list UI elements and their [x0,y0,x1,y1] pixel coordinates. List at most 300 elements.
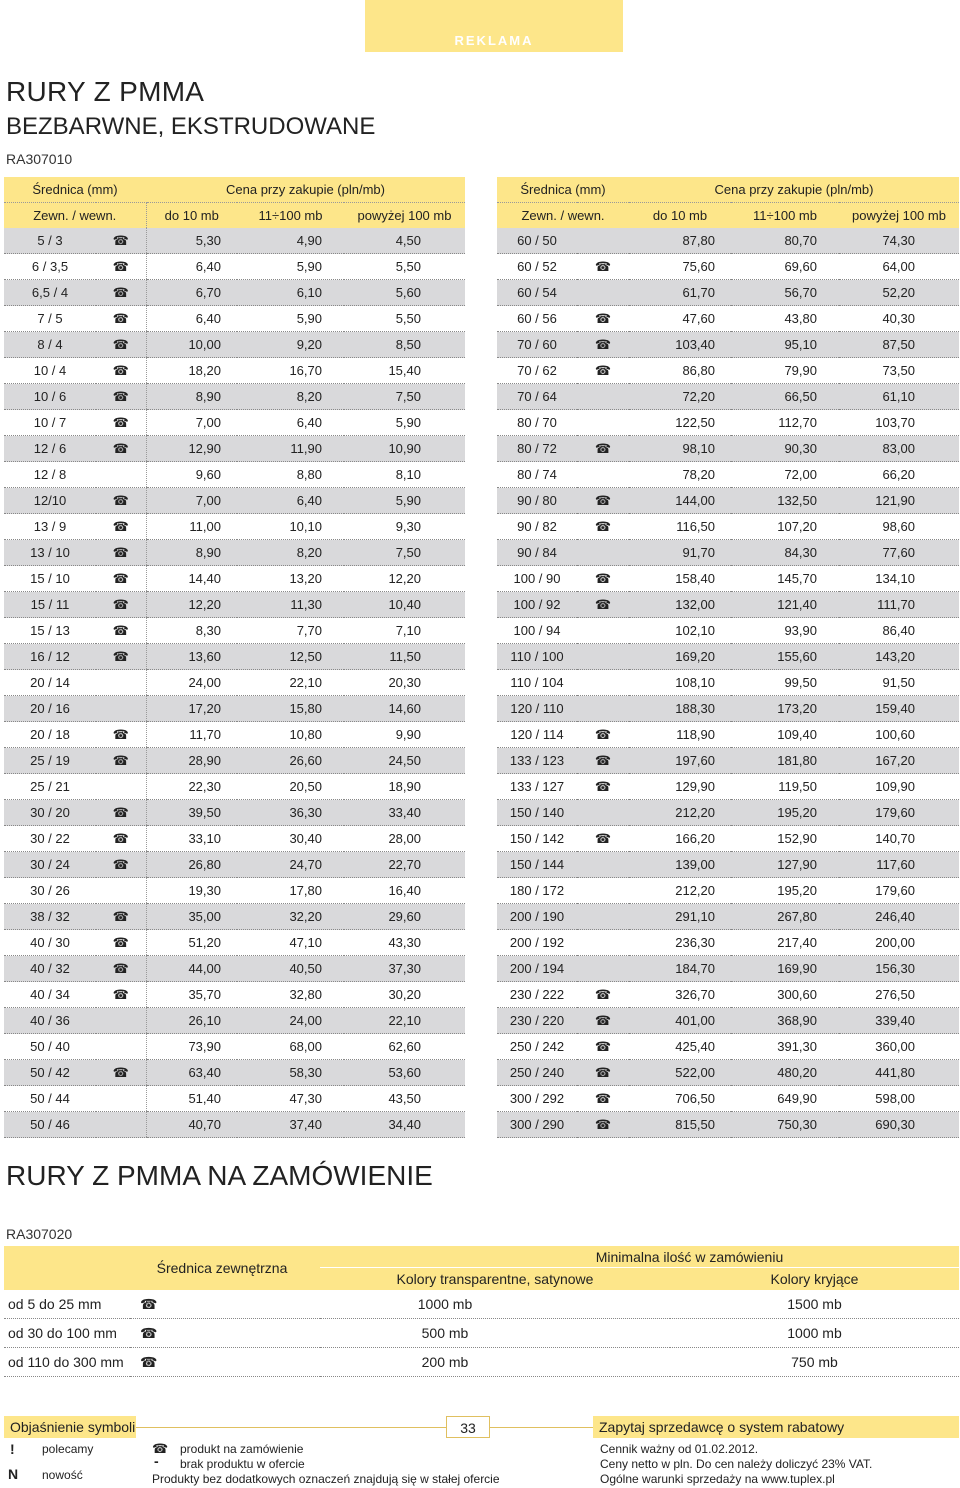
new-icon: N [8,1466,19,1482]
price-cell: 69,60 [731,254,839,280]
diameter-cell: 13 / 9 [4,514,96,540]
table-row [4,774,465,800]
price-cell: 103,40 [629,332,731,358]
price-cell: 15,80 [237,696,344,722]
diameter-cell: 13 / 10 [4,540,96,566]
price-cell: 33,40 [344,800,465,826]
phone-icon [577,644,629,670]
table-row [497,878,959,904]
price-cell: 51,20 [146,930,237,956]
phone-icon: ☎ [96,332,146,358]
diameter-cell: 70 / 60 [497,332,577,358]
price-cell: 152,90 [731,826,839,852]
table-row [497,228,959,254]
table-row [497,384,959,410]
phone-icon [577,956,629,982]
price-cell: 122,50 [629,410,731,436]
phone-icon: ☎ [96,644,146,670]
table-row [497,852,959,878]
diameter-cell: 20 / 14 [4,670,96,696]
price-cell: 197,60 [629,748,731,774]
order-table [4,1246,959,1377]
diameter-cell: 6,5 / 4 [4,280,96,306]
order-cover-header: Kolory kryjące [670,1268,959,1291]
price-cell: 5,60 [344,280,465,306]
price-cell: 156,30 [839,956,959,982]
table-row [497,774,959,800]
price-cell: 15,40 [344,358,465,384]
table-row [4,592,465,618]
price-cell: 80,70 [731,228,839,254]
phone-icon [96,774,146,800]
table-row [4,410,465,436]
price-table-right [497,177,959,1138]
table-row [497,462,959,488]
price-cell: 5,30 [146,228,237,254]
table-row [497,540,959,566]
footer-divider-left [136,1427,446,1428]
price-cell: 10,90 [344,436,465,462]
phone-icon: ☎ [96,540,146,566]
price-cell: 91,70 [629,540,731,566]
table-row [4,1060,465,1086]
price-cell: 7,70 [237,618,344,644]
diameter-cell: 230 / 222 [497,982,577,1008]
legend-new: nowość [42,1468,83,1482]
price-cell: 112,70 [731,410,839,436]
price-cell: 121,90 [839,488,959,514]
price-cell: 29,60 [344,904,465,930]
table-row [497,566,959,592]
phone-icon: ☎ [96,1060,146,1086]
phone-icon: ☎ [130,1319,320,1348]
diameter-cell: 133 / 127 [497,774,577,800]
diameter-cell: 150 / 144 [497,852,577,878]
price-cell: 53,60 [344,1060,465,1086]
phone-icon: ☎ [577,514,629,540]
diameter-cell: 60 / 54 [497,280,577,306]
price-col-1-header: do 10 mb [146,203,237,229]
sales-terms-link[interactable]: Ogólne warunki sprzedaży na www.tuplex.pl [600,1472,835,1486]
phone-icon [577,410,629,436]
price-cell: 34,40 [344,1112,465,1138]
diameter-cell: 6 / 3,5 [4,254,96,280]
table-row [4,852,465,878]
phone-icon [577,540,629,566]
price-cell: 32,80 [237,982,344,1008]
diameter-cell: 20 / 18 [4,722,96,748]
diameter-cell: 40 / 34 [4,982,96,1008]
diameter-cell: 90 / 84 [497,540,577,566]
phone-icon: ☎ [96,826,146,852]
table-row [497,1034,959,1060]
price-cell: 98,10 [629,436,731,462]
price-cell: 11,30 [237,592,344,618]
price-cell: 5,50 [344,306,465,332]
phone-icon: ☎ [96,488,146,514]
price-cell: 90,30 [731,436,839,462]
diameter-cell: 12/10 [4,488,96,514]
table-row [4,982,465,1008]
price-cell: 17,20 [146,696,237,722]
price-cell: 649,90 [731,1086,839,1112]
price-cell: 72,20 [629,384,731,410]
phone-icon [577,670,629,696]
order-range-cell: od 5 do 25 mm [4,1290,130,1319]
table-row [4,878,465,904]
price-cell: 37,30 [344,956,465,982]
price-cell: 16,70 [237,358,344,384]
phone-icon [96,1086,146,1112]
price-cell: 5,90 [344,410,465,436]
price-cell: 74,30 [839,228,959,254]
phone-icon [577,384,629,410]
phone-icon: ☎ [96,982,146,1008]
diameter-cell: 30 / 20 [4,800,96,826]
order-product-code: RA307020 [6,1226,73,1242]
price-cell: 95,10 [731,332,839,358]
phone-icon [577,878,629,904]
price-col-2-header: 11÷100 mb [237,203,344,229]
phone-icon [577,696,629,722]
price-cell: 24,00 [146,670,237,696]
diameter-cell: 200 / 192 [497,930,577,956]
diameter-cell: 25 / 19 [4,748,96,774]
price-cell: 8,20 [237,384,344,410]
price-cell: 61,10 [839,384,959,410]
price-cell: 117,60 [839,852,959,878]
diameter-cell: 150 / 142 [497,826,577,852]
price-cell: 91,50 [839,670,959,696]
table-row [4,618,465,644]
diameter-cell: 38 / 32 [4,904,96,930]
table-row [4,748,465,774]
table-row [497,332,959,358]
price-cell: 87,50 [839,332,959,358]
table-row [4,462,465,488]
price-cell: 51,40 [146,1086,237,1112]
price-cell: 37,40 [237,1112,344,1138]
diameter-cell: 12 / 8 [4,462,96,488]
diameter-cell: 12 / 6 [4,436,96,462]
price-cell: 291,10 [629,904,731,930]
price-cell: 127,90 [731,852,839,878]
price-cell: 144,00 [629,488,731,514]
price-cell: 815,50 [629,1112,731,1138]
price-cell: 79,90 [731,358,839,384]
price-cell: 11,50 [344,644,465,670]
price-cell: 139,00 [629,852,731,878]
price-cell: 73,50 [839,358,959,384]
phone-icon: ☎ [130,1348,320,1377]
table-row [497,280,959,306]
price-cell: 8,50 [344,332,465,358]
price-cell: 5,90 [344,488,465,514]
price-cell: 119,50 [731,774,839,800]
price-cell: 326,70 [629,982,731,1008]
price-cell: 47,60 [629,306,731,332]
phone-icon: ☎ [96,800,146,826]
price-cell: 179,60 [839,800,959,826]
price-cell: 181,80 [731,748,839,774]
price-cell: 118,90 [629,722,731,748]
price-cell: 267,80 [731,904,839,930]
table-row [497,488,959,514]
table-row [497,618,959,644]
table-row [4,566,465,592]
price-cell: 83,00 [839,436,959,462]
price-cell: 40,30 [839,306,959,332]
price-cell: 425,40 [629,1034,731,1060]
diameter-cell: 10 / 6 [4,384,96,410]
price-cell: 116,50 [629,514,731,540]
phone-icon [96,878,146,904]
diameter-cell: 60 / 56 [497,306,577,332]
price-cell: 44,00 [146,956,237,982]
diameter-subheader: Zewn. / wewn. [4,203,146,229]
table-row [4,956,465,982]
table-row [497,722,959,748]
diameter-cell: 70 / 64 [497,384,577,410]
price-cell: 5,90 [237,306,344,332]
diameter-cell: 300 / 292 [497,1086,577,1112]
price-table-left [4,177,465,1138]
order-row [4,1319,959,1348]
diameter-cell: 80 / 74 [497,462,577,488]
phone-icon: ☎ [96,930,146,956]
price-cell: 109,90 [839,774,959,800]
price-cell: 24,70 [237,852,344,878]
table-row [497,696,959,722]
product-code: RA307010 [6,151,73,167]
price-cell: 143,20 [839,644,959,670]
price-cell: 10,10 [237,514,344,540]
table-row [4,1034,465,1060]
price-cell: 33,10 [146,826,237,852]
order-diameter-header: Średnica zewnętrzna [4,1246,320,1290]
diameter-cell: 200 / 190 [497,904,577,930]
table-row [497,306,959,332]
price-cell: 98,60 [839,514,959,540]
rabat-info: Zapytaj sprzedawcę o system rabatowy [593,1416,959,1438]
table-row [497,410,959,436]
price-cell: 84,30 [731,540,839,566]
phone-icon [96,1112,146,1138]
phone-icon: ☎ [577,254,629,280]
table-row [497,1060,959,1086]
price-cell: 35,00 [146,904,237,930]
price-cell: 179,60 [839,878,959,904]
diameter-cell: 16 / 12 [4,644,96,670]
table-row [4,1008,465,1034]
price-cell: 173,20 [731,696,839,722]
price-cell: 47,10 [237,930,344,956]
phone-icon: ☎ [577,1060,629,1086]
price-cell: 63,40 [146,1060,237,1086]
phone-icon [96,696,146,722]
phone-icon: ☎ [152,1441,169,1456]
diameter-cell: 250 / 240 [497,1060,577,1086]
diameter-cell: 70 / 62 [497,358,577,384]
price-cell: 10,00 [146,332,237,358]
price-cell: 35,70 [146,982,237,1008]
phone-icon [96,1034,146,1060]
price-cell: 86,80 [629,358,731,384]
price-cell: 19,30 [146,878,237,904]
diameter-cell: 25 / 21 [4,774,96,800]
price-cell: 73,90 [146,1034,237,1060]
phone-icon: ☎ [577,1112,629,1138]
price-cell: 159,40 [839,696,959,722]
price-cell: 16,40 [344,878,465,904]
price-cell: 111,70 [839,592,959,618]
table-row [4,332,465,358]
price-cell: 7,50 [344,540,465,566]
diameter-header: Średnica (mm) [4,177,146,203]
table-row [4,358,465,384]
price-col-3-header: powyżej 100 mb [344,203,465,229]
price-cell: 66,20 [839,462,959,488]
diameter-cell: 30 / 24 [4,852,96,878]
price-cell: 184,70 [629,956,731,982]
order-transparent-cell: 500 mb [320,1319,670,1348]
price-cell: 8,20 [237,540,344,566]
phone-icon: ☎ [577,1008,629,1034]
price-cell: 11,70 [146,722,237,748]
price-cell: 58,30 [237,1060,344,1086]
diameter-cell: 120 / 114 [497,722,577,748]
table-row [4,280,465,306]
price-cell: 339,40 [839,1008,959,1034]
diameter-cell: 10 / 4 [4,358,96,384]
phone-icon: ☎ [577,1034,629,1060]
table-row [4,306,465,332]
price-cell: 7,10 [344,618,465,644]
price-cell: 10,40 [344,592,465,618]
phone-icon: ☎ [96,852,146,878]
price-cell: 6,40 [146,254,237,280]
price-cell: 43,80 [731,306,839,332]
phone-icon: ☎ [96,358,146,384]
table-row [497,670,959,696]
table-row [497,592,959,618]
price-cell: 145,70 [731,566,839,592]
price-cell: 13,20 [237,566,344,592]
legend-not-available: brak produktu w ofercie [180,1457,305,1471]
price-cell: 6,40 [237,410,344,436]
phone-icon: ☎ [577,566,629,592]
phone-icon: ☎ [130,1290,320,1319]
phone-icon: ☎ [96,748,146,774]
table-row [497,982,959,1008]
phone-icon: ☎ [577,1086,629,1112]
order-section-title: RURY Z PMMA NA ZAMÓWIENIE [6,1160,433,1191]
price-cell: 9,20 [237,332,344,358]
price-cell: 8,30 [146,618,237,644]
price-cell: 40,50 [237,956,344,982]
diameter-cell: 180 / 172 [497,878,577,904]
price-cell: 72,00 [731,462,839,488]
dash-icon: - [154,1453,159,1469]
table-row [4,228,465,254]
table-row [497,644,959,670]
phone-icon: ☎ [96,618,146,644]
price-cell: 78,20 [629,462,731,488]
price-col-2-header: 11÷100 mb [731,203,839,229]
price-cell: 64,00 [839,254,959,280]
price-cell: 86,40 [839,618,959,644]
price-cell: 32,20 [237,904,344,930]
phone-icon: ☎ [96,384,146,410]
price-cell: 100,60 [839,722,959,748]
price-cell: 368,90 [731,1008,839,1034]
diameter-cell: 40 / 32 [4,956,96,982]
price-cell: 132,50 [731,488,839,514]
phone-icon: ☎ [96,514,146,540]
order-range-cell: od 110 do 300 mm [4,1348,130,1377]
price-cell: 43,50 [344,1086,465,1112]
phone-icon [96,1008,146,1034]
diameter-cell: 100 / 92 [497,592,577,618]
phone-icon: ☎ [577,332,629,358]
price-cell: 22,30 [146,774,237,800]
diameter-cell: 20 / 16 [4,696,96,722]
price-cell: 22,10 [237,670,344,696]
price-cell: 9,30 [344,514,465,540]
phone-icon: ☎ [577,826,629,852]
price-cell: 750,30 [731,1112,839,1138]
phone-icon: ☎ [577,748,629,774]
price-cell: 690,30 [839,1112,959,1138]
price-cell: 8,80 [237,462,344,488]
price-cell: 26,60 [237,748,344,774]
price-cell: 62,60 [344,1034,465,1060]
table-row [497,904,959,930]
price-cell: 99,50 [731,670,839,696]
legend-on-order: produkt na zamówienie [180,1442,304,1456]
price-cell: 30,40 [237,826,344,852]
phone-icon [577,228,629,254]
price-cell: 132,00 [629,592,731,618]
diameter-cell: 230 / 220 [497,1008,577,1034]
price-cell: 36,30 [237,800,344,826]
price-cell: 246,40 [839,904,959,930]
table-row [497,748,959,774]
phone-icon [96,670,146,696]
price-cell: 8,10 [344,462,465,488]
phone-icon: ☎ [577,488,629,514]
diameter-cell: 50 / 44 [4,1086,96,1112]
price-cell: 18,90 [344,774,465,800]
table-row [4,384,465,410]
phone-icon: ☎ [577,722,629,748]
diameter-cell: 15 / 10 [4,566,96,592]
diameter-cell: 133 / 123 [497,748,577,774]
table-row [4,800,465,826]
phone-icon [577,618,629,644]
price-cell: 18,20 [146,358,237,384]
price-cell: 10,80 [237,722,344,748]
order-cover-cell: 1000 mb [670,1319,959,1348]
diameter-cell: 30 / 22 [4,826,96,852]
price-cell: 9,60 [146,462,237,488]
price-cell: 212,20 [629,878,731,904]
price-cell: 5,90 [237,254,344,280]
symbols-legend-title: Objaśnienie symboli [4,1416,136,1438]
order-cover-cell: 750 mb [670,1348,959,1377]
phone-icon: ☎ [96,592,146,618]
page-number: 33 [446,1416,490,1438]
